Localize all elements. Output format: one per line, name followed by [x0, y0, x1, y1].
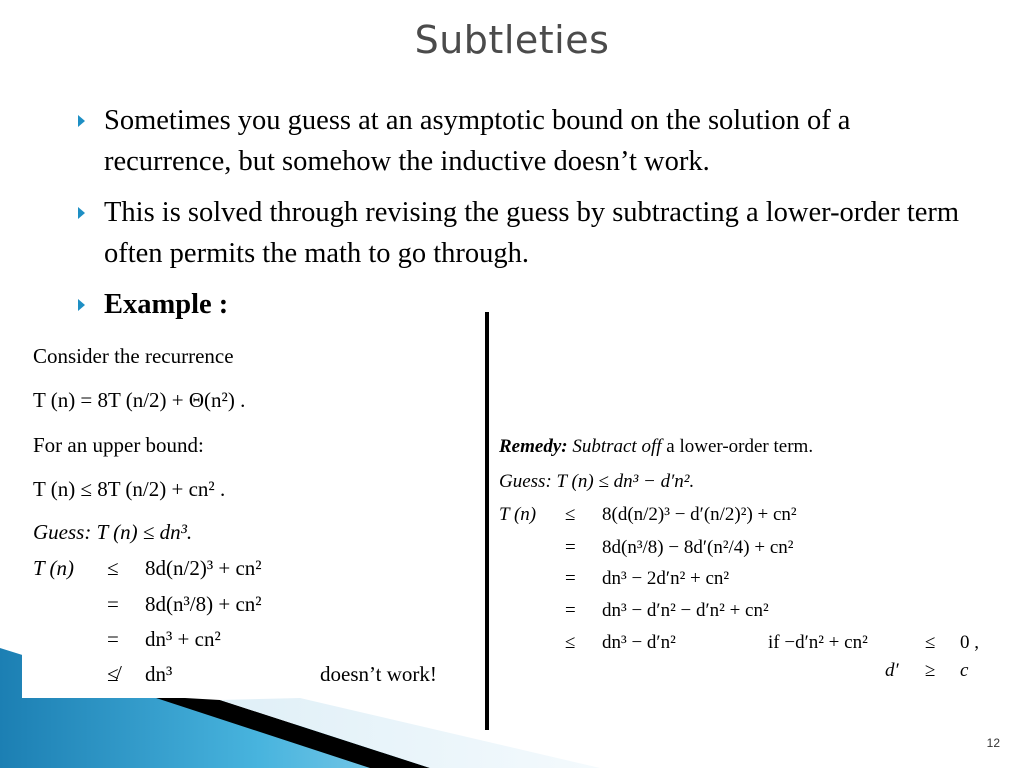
bullet-arrow-icon	[78, 115, 85, 127]
upper-bound-label: For an upper bound:	[33, 433, 204, 457]
column-divider	[485, 312, 489, 730]
upper-bound-equation: T (n) ≤ 8T (n/2) + cn² .	[33, 477, 226, 501]
bullet-item	[74, 100, 964, 182]
step-relation: =	[565, 537, 576, 558]
step-relation: ≤	[565, 504, 576, 525]
condition-relation: ≥	[925, 660, 936, 681]
step-relation: =	[565, 568, 576, 589]
bullet-text: Sometimes you guess at an asymptotic bound on the solution of a recurrence, but somehow the inductive doesn’t work.	[104, 105, 851, 177]
condition-expr: d′	[885, 660, 899, 681]
step-rhs: 8d(n/2)³ + cn²	[145, 556, 262, 580]
step-rhs: dn³	[145, 662, 173, 686]
bullet-text: This is solved through revising the guess by subtracting a lower-order term often permits the math to go through.	[104, 197, 960, 269]
remedy-guess: Guess: T (n) ≤ dn³ − d′n².	[499, 471, 695, 492]
step-rhs: dn³ + cn²	[145, 627, 221, 651]
doesnt-work-note: doesn’t work!	[320, 662, 437, 686]
bullet-arrow-icon	[78, 207, 85, 219]
slide-title: Subtleties	[414, 18, 610, 62]
recurrence-equation: T (n) = 8T (n/2) + Θ(n²) .	[33, 388, 246, 412]
condition-relation: ≤	[925, 632, 936, 653]
condition-expr: if −d′n² + cn²	[768, 632, 868, 653]
step-relation: =	[107, 592, 119, 616]
condition-value: c	[960, 660, 969, 681]
step-lhs: T (n)	[499, 504, 537, 525]
remedy-italic: Subtract off	[572, 436, 662, 457]
bullet-text: Example :	[104, 289, 229, 320]
condition-value: 0 ,	[960, 632, 979, 653]
step-relation: ≰	[107, 662, 119, 686]
consider-text: Consider the recurrence	[33, 344, 234, 368]
step-rhs: dn³ − d′n²	[602, 632, 676, 653]
remedy-label: Remedy:	[499, 436, 568, 457]
guess-equation: Guess: T (n) ≤ dn³.	[33, 520, 193, 544]
step-lhs: T (n)	[33, 556, 75, 580]
step-relation: ≤	[107, 556, 119, 580]
bullet-item	[74, 192, 964, 274]
step-relation: =	[565, 600, 576, 621]
bullet-item	[74, 284, 964, 325]
step-relation: =	[107, 627, 119, 651]
step-rhs: dn³ − d′n² − d′n² + cn²	[602, 600, 769, 621]
bullet-arrow-icon	[78, 299, 85, 311]
step-rhs: 8d(n³/8) − 8d′(n²/4) + cn²	[602, 537, 794, 558]
page-number: 12	[986, 736, 1000, 750]
step-rhs: 8(d(n/2)³ − d′(n/2)²) + cn²	[602, 504, 797, 525]
bullet-list	[74, 100, 964, 335]
remedy-line	[499, 436, 813, 458]
step-rhs: 8d(n³/8) + cn²	[145, 592, 262, 616]
example-left-panel	[22, 318, 482, 698]
step-relation: ≤	[565, 632, 576, 653]
remedy-rest: a lower-order term.	[666, 436, 814, 457]
step-rhs: dn³ − 2d′n² + cn²	[602, 568, 730, 589]
